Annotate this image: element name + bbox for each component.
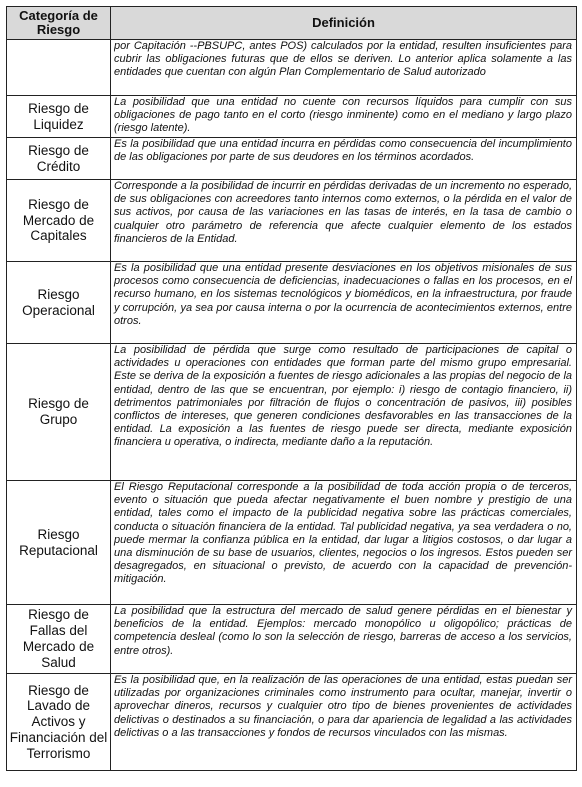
row-definition: La posibilidad que la estructura del mercado de salud genere pérdidas en el bienestar y beneficios de la entidad. Ejemplos: mercado monopólico u oligopólico; prácticas de competencia desleal (como lo son la selección de riesgo, barreras de acceso a los servicios, entre otros). — [111, 605, 577, 674]
row-category: Riesgo Reputacional — [7, 481, 111, 605]
row-definition: Corresponde a la posibilidad de incurrir en pérdidas derivadas de un incremento no esperado, de sus obligaciones con acreedores tanto internos como externos, o la pérdida en el valor de sus activos, por causa de las variaciones en las tasas de interés, en la tasa de cambio o cualquier otro parámetro de referencia que afecte cualquier elemento de los estados financieros de la Entidad. — [111, 180, 577, 262]
table-row — [7, 138, 577, 180]
header-definition: Definición — [111, 7, 577, 40]
table-row — [7, 180, 577, 262]
table-header-row — [7, 7, 577, 40]
row-definition: Es la posibilidad que una entidad incurra en pérdidas como consecuencia del incumplimiento de las obligaciones por parte de sus deudores en los términos acordados. — [111, 138, 577, 180]
table-row — [7, 674, 577, 771]
row-category: Riesgo Operacional — [7, 262, 111, 344]
table-row — [7, 605, 577, 674]
row-category: Riesgo de Mercado de Capitales — [7, 180, 111, 262]
risk-definitions-table — [6, 6, 577, 771]
table-row — [7, 344, 577, 481]
table-row — [7, 262, 577, 344]
table-row — [7, 481, 577, 605]
row-definition: El Riesgo Reputacional corresponde a la posibilidad de toda acción propia o de terceros, evento o situación que pueda afectar negativamente el buen nombre y prestigio de una entidad, tales como el impacto de la publicidad negativa sobre las prácticas comerciales, conducta o situación financiera de la entidad. Tal publicidad negativa, ya sea verdadera o no, puede mermar la confianza pública en la entidad, dar lugar a litigios costosos, o dar lugar a una disminución de su base de usuarios, clientes, negocios o los ingresos. Estos pueden ser desagregados, en situacional o previsto, de acuerdo con la capacidad de prevención-mitigación. — [111, 481, 577, 605]
header-category: Categoría de Riesgo — [7, 7, 111, 40]
table-row — [7, 96, 577, 138]
row-category: Riesgo de Crédito — [7, 138, 111, 180]
row-definition: La posibilidad que una entidad no cuente con recursos líquidos para cumplir con sus obligaciones de pago tanto en el corto (riesgo inminente) como en el mediano y largo plazo (riesgo latente). — [111, 96, 577, 138]
row-category: Riesgo de Grupo — [7, 344, 111, 481]
row-definition: La posibilidad de pérdida que surge como resultado de participaciones de capital o actividades u operaciones con entidades que forman parte del mismo grupo empresarial. Este se deriva de la exposición a fuentes de riesgo adicionales a las propias del negocio de la entidad, dentro de las que se encuentran, por ejemplo: i) riesgo de contagio financiero, ii) detrimentos patrimoniales por filtración de flujos o concentración de pasivos, iii) posibles conflictos de intereses, que generen condiciones desfavorables en las transacciones de la entidad. La exposición a las fuentes de riesgo puede ser directa, mediante exposición financiera u operativa, o indirecta, mediante daño a la reputación. — [111, 344, 577, 481]
row-definition: Es la posibilidad que, en la realización de las operaciones de una entidad, estas puedan ser utilizadas por organizaciones criminales como instrumento para ocultar, manejar, invertir o aprovechar dineros, recursos y cualquier otro tipo de bienes provenientes de actividades delictivas o destinados a su financiación, o para dar apariencia de legalidad a las actividades delictivas o a las transacciones y fondos de recursos vinculados con las mismas. — [111, 674, 577, 771]
row-category: Riesgo de Liquidez — [7, 96, 111, 138]
row-definition — [111, 40, 577, 96]
row-definition-text: por Capitación --PBSUPC, antes POS) calculados por la entidad, resulten insuficientes para cubrir las obligaciones futuras que de ellos se deriven. Lo anterior aplica solamente a las entidades que cuentan con algún Plan Complementario de Salud autorizado — [114, 40, 572, 79]
table-row — [7, 40, 577, 96]
row-definition: Es la posibilidad que una entidad presente desviaciones en los objetivos misionales de sus procesos como consecuencia de deficiencias, inadecuaciones o fallas en los procesos, en el recurso humano, en los sistemas tecnológicos y biomédicos, en la infraestructura, por fraude y corrupción, ya sea por causa interna o por la ocurrencia de acontecimientos externos, entre otros. — [111, 262, 577, 344]
row-category — [7, 40, 111, 96]
row-category: Riesgo de Lavado de Activos y Financiación del Terrorismo — [7, 674, 111, 771]
row-category: Riesgo de Fallas del Mercado de Salud — [7, 605, 111, 674]
